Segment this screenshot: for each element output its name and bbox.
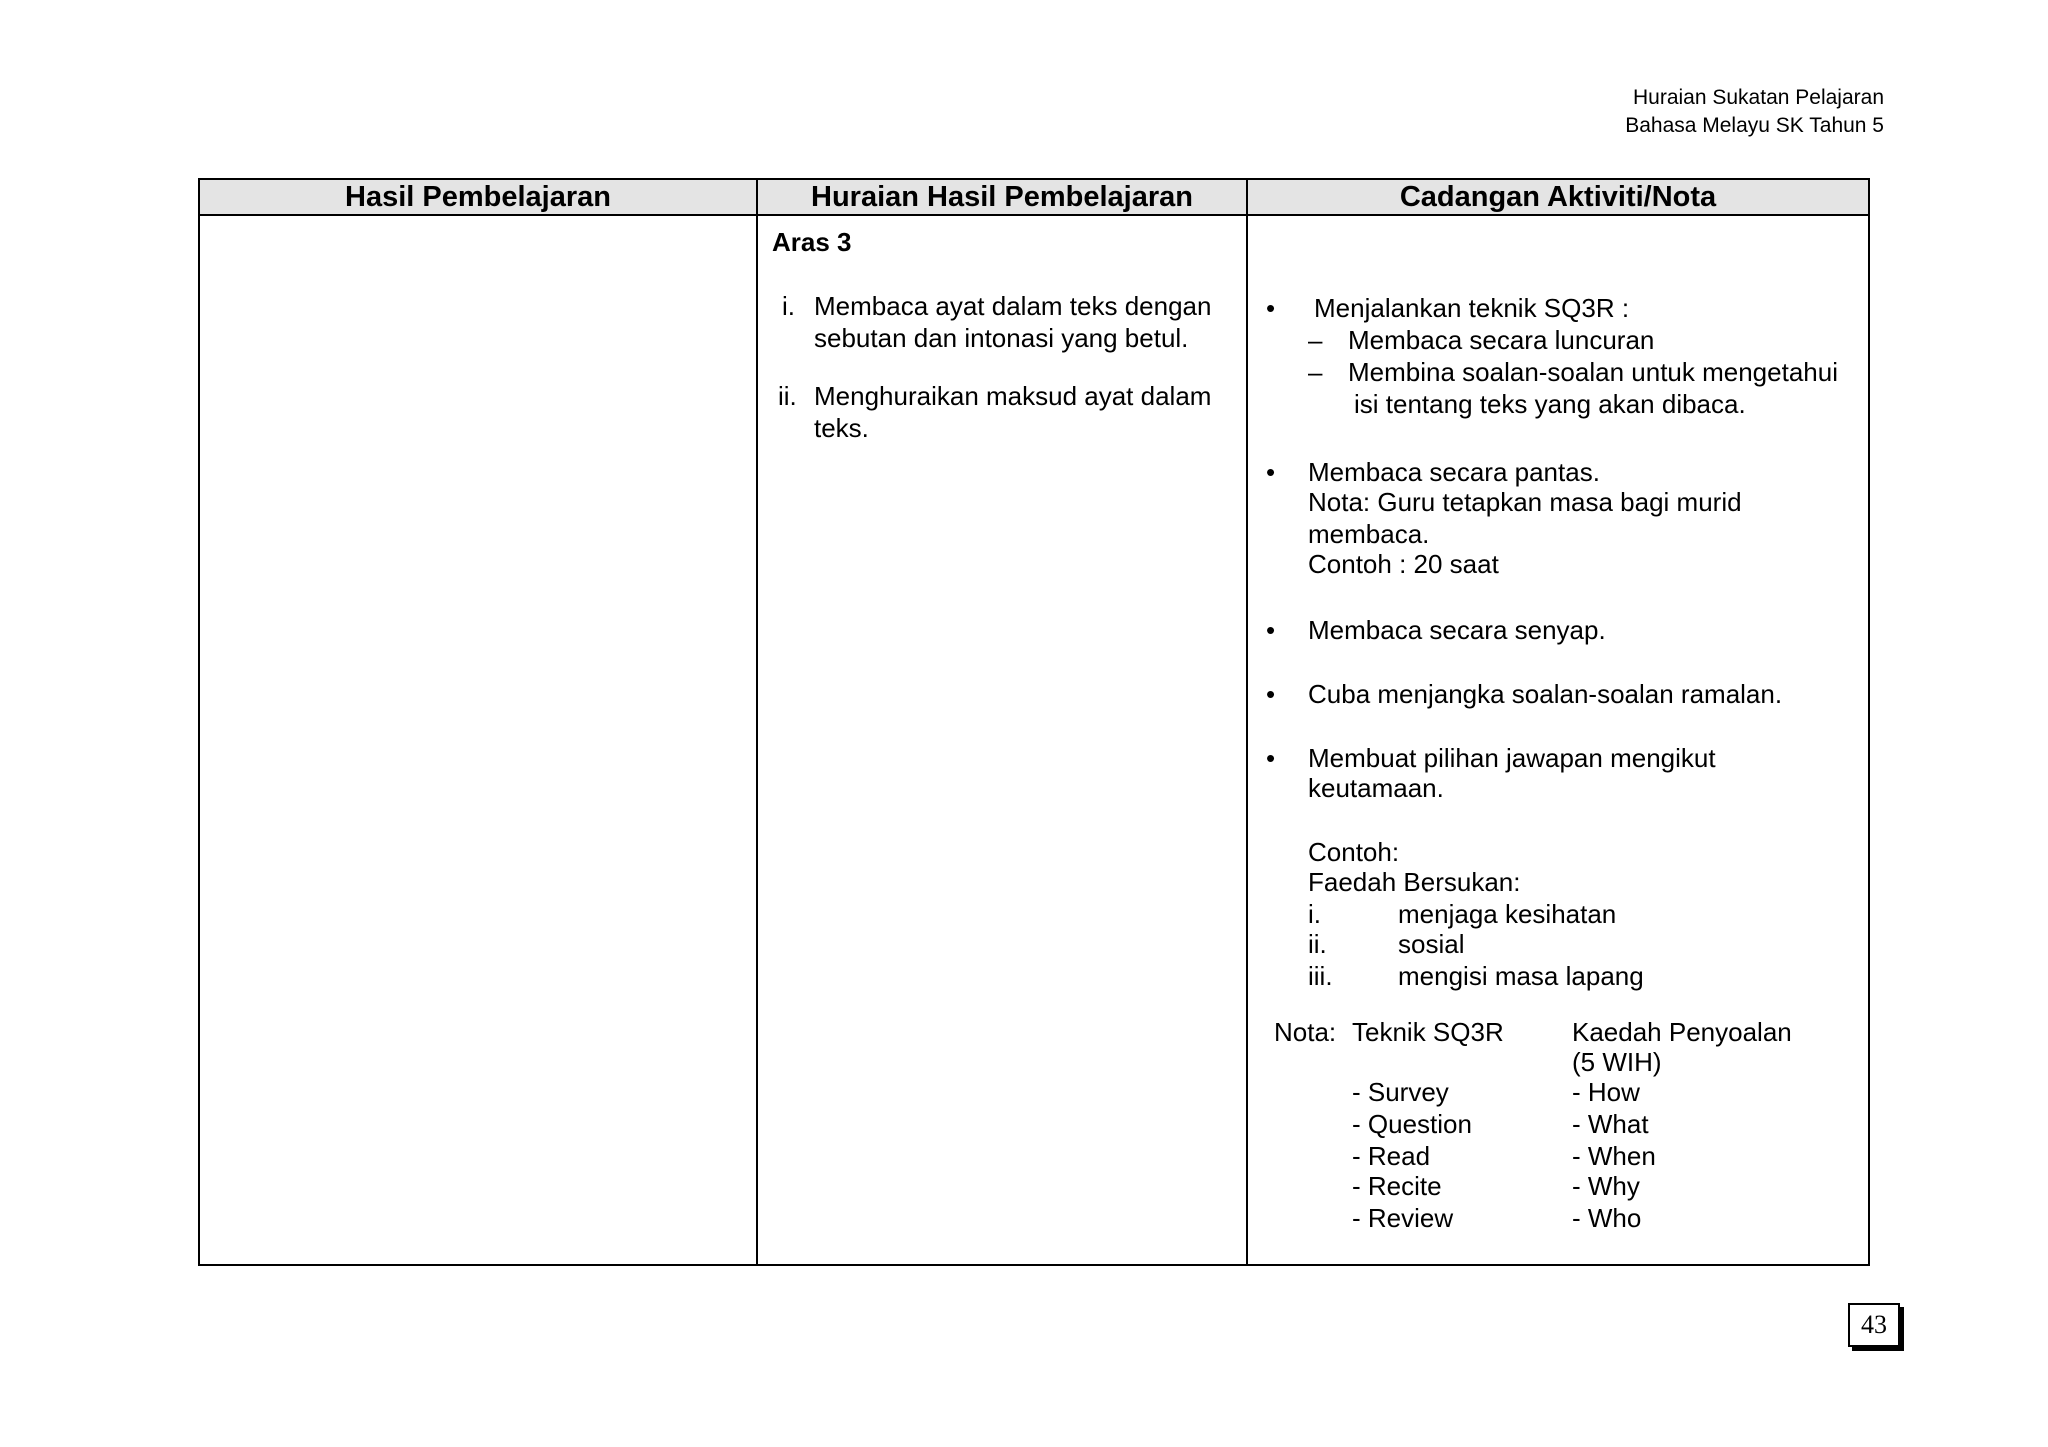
bullet-icon: • xyxy=(1266,743,1276,773)
bullet-icon: • xyxy=(1266,679,1276,709)
contoh-label: Contoh: xyxy=(1308,837,1400,867)
activity-text: isi tentang teks yang akan dibaca. xyxy=(1354,389,1746,419)
kaedah-item: - Who xyxy=(1572,1203,1642,1233)
kaedah-title: Kaedah Penyoalan xyxy=(1572,1017,1792,1047)
cadangan-cell xyxy=(1246,216,1866,1266)
activity-text: Contoh : 20 saat xyxy=(1308,549,1499,579)
huraian-cell xyxy=(758,216,1246,1266)
sq3r-item: - Survey xyxy=(1352,1077,1449,1107)
sq3r-item: - Recite xyxy=(1352,1171,1442,1201)
page-number: 43 xyxy=(1848,1303,1900,1347)
header-cadangan: Cadangan Aktiviti/Nota xyxy=(1399,181,1717,213)
activity-text: keutamaan. xyxy=(1308,773,1444,803)
faedah-text: menjaga kesihatan xyxy=(1398,899,1617,929)
activity-text: Membaca secara luncuran xyxy=(1348,325,1655,355)
faedah-number: i. xyxy=(1308,899,1321,929)
bullet-icon: • xyxy=(1266,615,1276,645)
activity-text: Membaca secara pantas. xyxy=(1308,457,1600,487)
faedah-text: mengisi masa lapang xyxy=(1398,961,1644,991)
aras-label: Aras 3 xyxy=(772,227,852,257)
syllabus-table xyxy=(198,178,1870,1266)
item-text: teks. xyxy=(814,413,869,443)
faedah-label: Faedah Bersukan: xyxy=(1308,867,1521,897)
item-text: Membaca ayat dalam teks dengan xyxy=(814,291,1212,321)
activity-text: Membina soalan-soalan untuk mengetahui xyxy=(1348,357,1838,387)
faedah-text: sosial xyxy=(1398,929,1465,959)
page-header xyxy=(1625,84,1884,140)
sq3r-item: - Review xyxy=(1352,1203,1454,1233)
faedah-number: ii. xyxy=(1308,929,1327,959)
kaedah-item: - How xyxy=(1572,1077,1640,1107)
kaedah-item: - When xyxy=(1572,1141,1656,1171)
activity-text: Menjalankan teknik SQ3R : xyxy=(1314,293,1630,323)
kaedah-item: - What xyxy=(1572,1109,1649,1139)
activity-text: membaca. xyxy=(1308,519,1430,549)
table-header-row xyxy=(200,180,1868,216)
header-huraian: Huraian Hasil Pembelajaran xyxy=(811,181,1193,213)
item-number: ii. xyxy=(778,381,797,411)
kaedah-item: - Why xyxy=(1572,1171,1640,1201)
activity-text: Cuba menjangka soalan-soalan ramalan. xyxy=(1308,679,1783,709)
nota-label: Nota: xyxy=(1274,1017,1337,1047)
bullet-icon: • xyxy=(1266,293,1276,323)
faedah-number: iii. xyxy=(1308,961,1333,991)
activity-text: Membaca secara senyap. xyxy=(1308,615,1606,645)
sq3r-title: Teknik SQ3R xyxy=(1352,1017,1504,1047)
activity-text: Nota: Guru tetapkan masa bagi murid xyxy=(1308,487,1742,517)
item-text: Menghuraikan maksud ayat dalam xyxy=(814,381,1212,411)
item-text: sebutan dan intonasi yang betul. xyxy=(814,323,1189,353)
kaedah-subtitle: (5 WIH) xyxy=(1572,1047,1662,1077)
sq3r-item: - Question xyxy=(1352,1109,1472,1139)
activity-text: Membuat pilihan jawapan mengikut xyxy=(1308,743,1716,773)
header-line-1: Huraian Sukatan Pelajaran xyxy=(1633,86,1884,109)
header-line-2: Bahasa Melayu SK Tahun 5 xyxy=(1625,114,1884,137)
dash-icon: – xyxy=(1308,357,1323,387)
item-number: i. xyxy=(782,291,795,321)
sq3r-item: - Read xyxy=(1352,1141,1431,1171)
dash-icon: – xyxy=(1308,325,1323,355)
header-hasil-pembelajaran: Hasil Pembelajaran xyxy=(345,181,611,213)
bullet-icon: • xyxy=(1266,457,1276,487)
